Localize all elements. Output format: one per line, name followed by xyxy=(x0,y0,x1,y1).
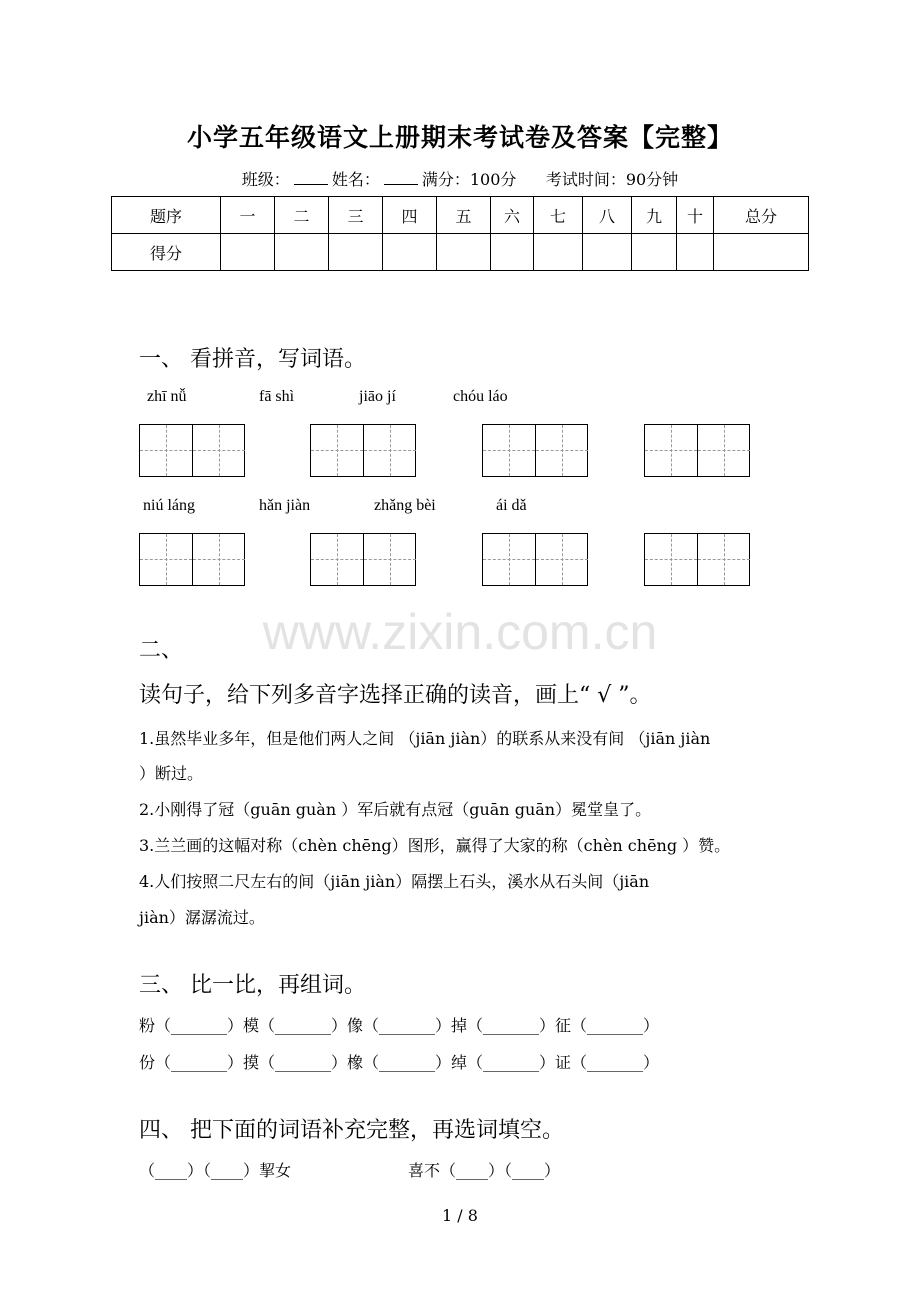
header-cell: 九 xyxy=(632,197,677,234)
score-cell[interactable] xyxy=(221,234,275,271)
compare-row-2: 份（_______）摸（_______）橡（_______）绰（_______）证（_______） xyxy=(139,1053,660,1072)
pinyin-3: jiāo jí xyxy=(359,388,396,405)
writing-box[interactable] xyxy=(310,533,416,586)
score-table-header-row xyxy=(112,197,809,234)
score-cell[interactable] xyxy=(329,234,383,271)
score-cell[interactable] xyxy=(583,234,632,271)
section1-heading: 一、 看拼音，写词语。 xyxy=(139,347,366,372)
question-line: jiàn）潺潺流过。 xyxy=(139,908,265,927)
pinyin-5: niú láng xyxy=(143,497,195,514)
score-cell[interactable] xyxy=(275,234,329,271)
writing-box[interactable] xyxy=(482,424,588,477)
score-cell[interactable] xyxy=(437,234,491,271)
header-cell: 总分 xyxy=(714,197,809,234)
section3-heading: 三、 比一比，再组词。 xyxy=(139,973,366,998)
writing-box[interactable] xyxy=(644,533,750,586)
score-cell[interactable] xyxy=(677,234,714,271)
header-cell: 七 xyxy=(534,197,583,234)
score-row-label: 得分 xyxy=(112,234,221,271)
page-number: 1 / 8 xyxy=(442,1206,478,1225)
score-cell[interactable] xyxy=(632,234,677,271)
question-line: 2.小刚得了冠（guān guàn ）军后就有点冠（guān guān）冕堂皇了。 xyxy=(139,800,652,819)
watermark: www.zixin.com.cn xyxy=(262,604,658,660)
idiom-right: 喜不（____）（____） xyxy=(408,1161,561,1180)
name-blank[interactable] xyxy=(384,170,418,185)
question-line: ）断过。 xyxy=(139,764,204,783)
pinyin-4: chóu láo xyxy=(453,388,508,405)
writing-box[interactable] xyxy=(482,533,588,586)
document-title: 小学五年级语文上册期末考试卷及答案【完整】 xyxy=(186,123,733,152)
section2-heading: 二、 xyxy=(139,638,184,663)
header-cell: 二 xyxy=(275,197,329,234)
question-line: 4.人们按照二尺左右的间（jiān jiàn）隔摆上石头，溪水从石头间（jiān xyxy=(139,872,650,891)
score-cell[interactable] xyxy=(714,234,809,271)
full-score: 满分：100分 xyxy=(421,170,517,189)
header-cell: 题序 xyxy=(112,197,221,234)
section4-heading: 四、 把下面的词语补充完整，再选词填空。 xyxy=(139,1118,564,1143)
pinyin-7: zhǎng bèi xyxy=(374,497,436,514)
score-cell[interactable] xyxy=(534,234,583,271)
score-table xyxy=(111,196,809,271)
writing-box[interactable] xyxy=(644,424,750,477)
header-cell: 五 xyxy=(437,197,491,234)
writing-box[interactable] xyxy=(139,533,245,586)
writing-box[interactable] xyxy=(310,424,416,477)
class-label: 班级： xyxy=(241,170,290,189)
exam-info xyxy=(0,167,920,190)
section2-instruction: 读句子，给下列多音字选择正确的读音，画上“ √ ”。 xyxy=(139,683,652,708)
pinyin-8: ái dǎ xyxy=(496,497,527,514)
idiom-left: （____）（____）挈女 xyxy=(139,1161,292,1180)
pinyin-2: fā shì xyxy=(259,388,295,405)
header-cell: 四 xyxy=(383,197,437,234)
question-line: 1.虽然毕业多年，但是他们两人之间 （jiān jiàn）的联系从来没有间 （jiān jiàn xyxy=(139,729,711,748)
pinyin-1: zhī nǚ xyxy=(147,388,187,405)
header-cell: 一 xyxy=(221,197,275,234)
header-cell: 八 xyxy=(583,197,632,234)
class-blank[interactable] xyxy=(294,170,328,185)
header-cell: 三 xyxy=(329,197,383,234)
score-cell[interactable] xyxy=(383,234,437,271)
compare-row-1: 粉（_______）模（_______）像（_______）掉（_______）征（_______） xyxy=(139,1016,660,1035)
score-table-score-row xyxy=(112,234,809,271)
name-label: 姓名： xyxy=(331,170,380,189)
score-cell[interactable] xyxy=(491,234,534,271)
exam-time: 考试时间：90分钟 xyxy=(545,170,679,189)
header-cell: 六 xyxy=(491,197,534,234)
writing-box[interactable] xyxy=(139,424,245,477)
pinyin-6: hǎn jiàn xyxy=(259,497,311,514)
question-line: 3.兰兰画的这幅对称（chèn chēng）图形，赢得了大家的称（chèn chēng ）赞。 xyxy=(139,836,731,855)
header-cell: 十 xyxy=(677,197,714,234)
